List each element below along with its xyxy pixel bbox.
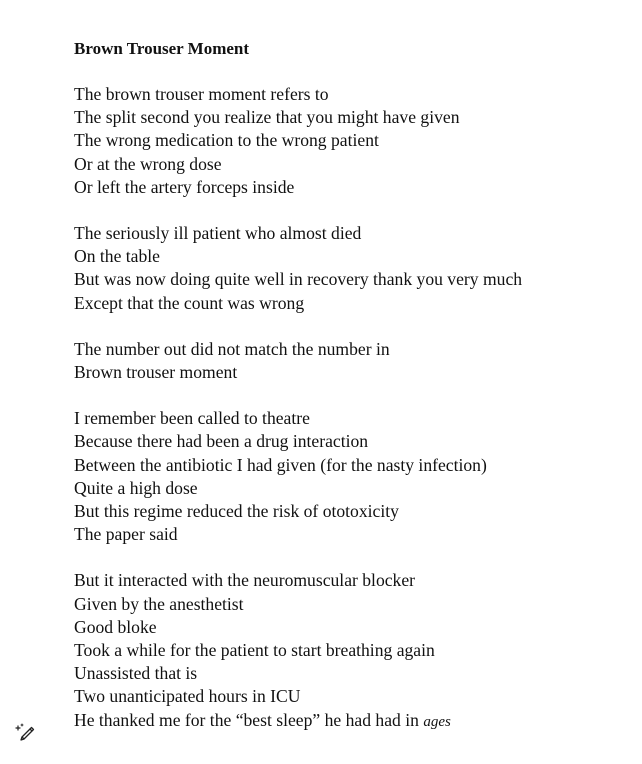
stanza-4 (74, 407, 634, 546)
stanza-5 (74, 569, 634, 733)
poem-line: Because there had been a drug interaction (74, 431, 369, 452)
poem-line: Good bloke (74, 616, 157, 637)
poem-line: Two unanticipated hours in ICU (74, 686, 301, 707)
poem-line: The brown trouser moment refers to (74, 84, 329, 104)
poem-line: But it interacted with the neuromuscular blocker (74, 570, 416, 591)
poem-line: Quite a high dose (74, 477, 198, 498)
poem-line: I remember been called to theatre (74, 408, 310, 429)
stanza-2 (74, 222, 634, 315)
poem-page (74, 37, 634, 757)
poem-line: The number out did not match the number in (74, 338, 390, 359)
poem-line: On the table (74, 246, 160, 267)
poem-line: Given by the anesthetist (74, 593, 244, 614)
poem-last-line-text: He thanked me for the “best sleep” he had had in (74, 709, 424, 730)
poem-line: Unassisted that is (74, 663, 198, 684)
poem-line: The paper said (74, 524, 178, 545)
poem-line: Brown trouser moment (74, 362, 238, 383)
pen-edit-icon-graphic (15, 722, 37, 744)
poem-line: The seriously ill patient who almost died (74, 223, 362, 244)
poem-line: Took a while for the patient to start breathing again (74, 640, 435, 661)
pen-edit-icon[interactable] (15, 722, 37, 744)
poem-title: Brown Trouser Moment (74, 39, 250, 58)
poem-line: But was now doing quite well in recovery thank you very much (74, 269, 523, 290)
stanza-3 (74, 338, 634, 384)
poem-line: The wrong medication to the wrong patient (74, 130, 379, 151)
poem-line: Between the antibiotic I had given (for the nasty infection) (74, 454, 487, 475)
poem-line: The split second you realize that you might have given (74, 107, 460, 128)
poem-line: Except that the count was wrong (74, 292, 305, 313)
poem-last-line-emphasis: ages (423, 713, 451, 730)
poem-last-line (74, 709, 634, 734)
stanza-1 (74, 83, 634, 199)
poem-line: But this regime reduced the risk of ototoxicity (74, 501, 399, 522)
poem-line: Or left the artery forceps inside (74, 176, 295, 197)
poem-line: Or at the wrong dose (74, 153, 222, 174)
